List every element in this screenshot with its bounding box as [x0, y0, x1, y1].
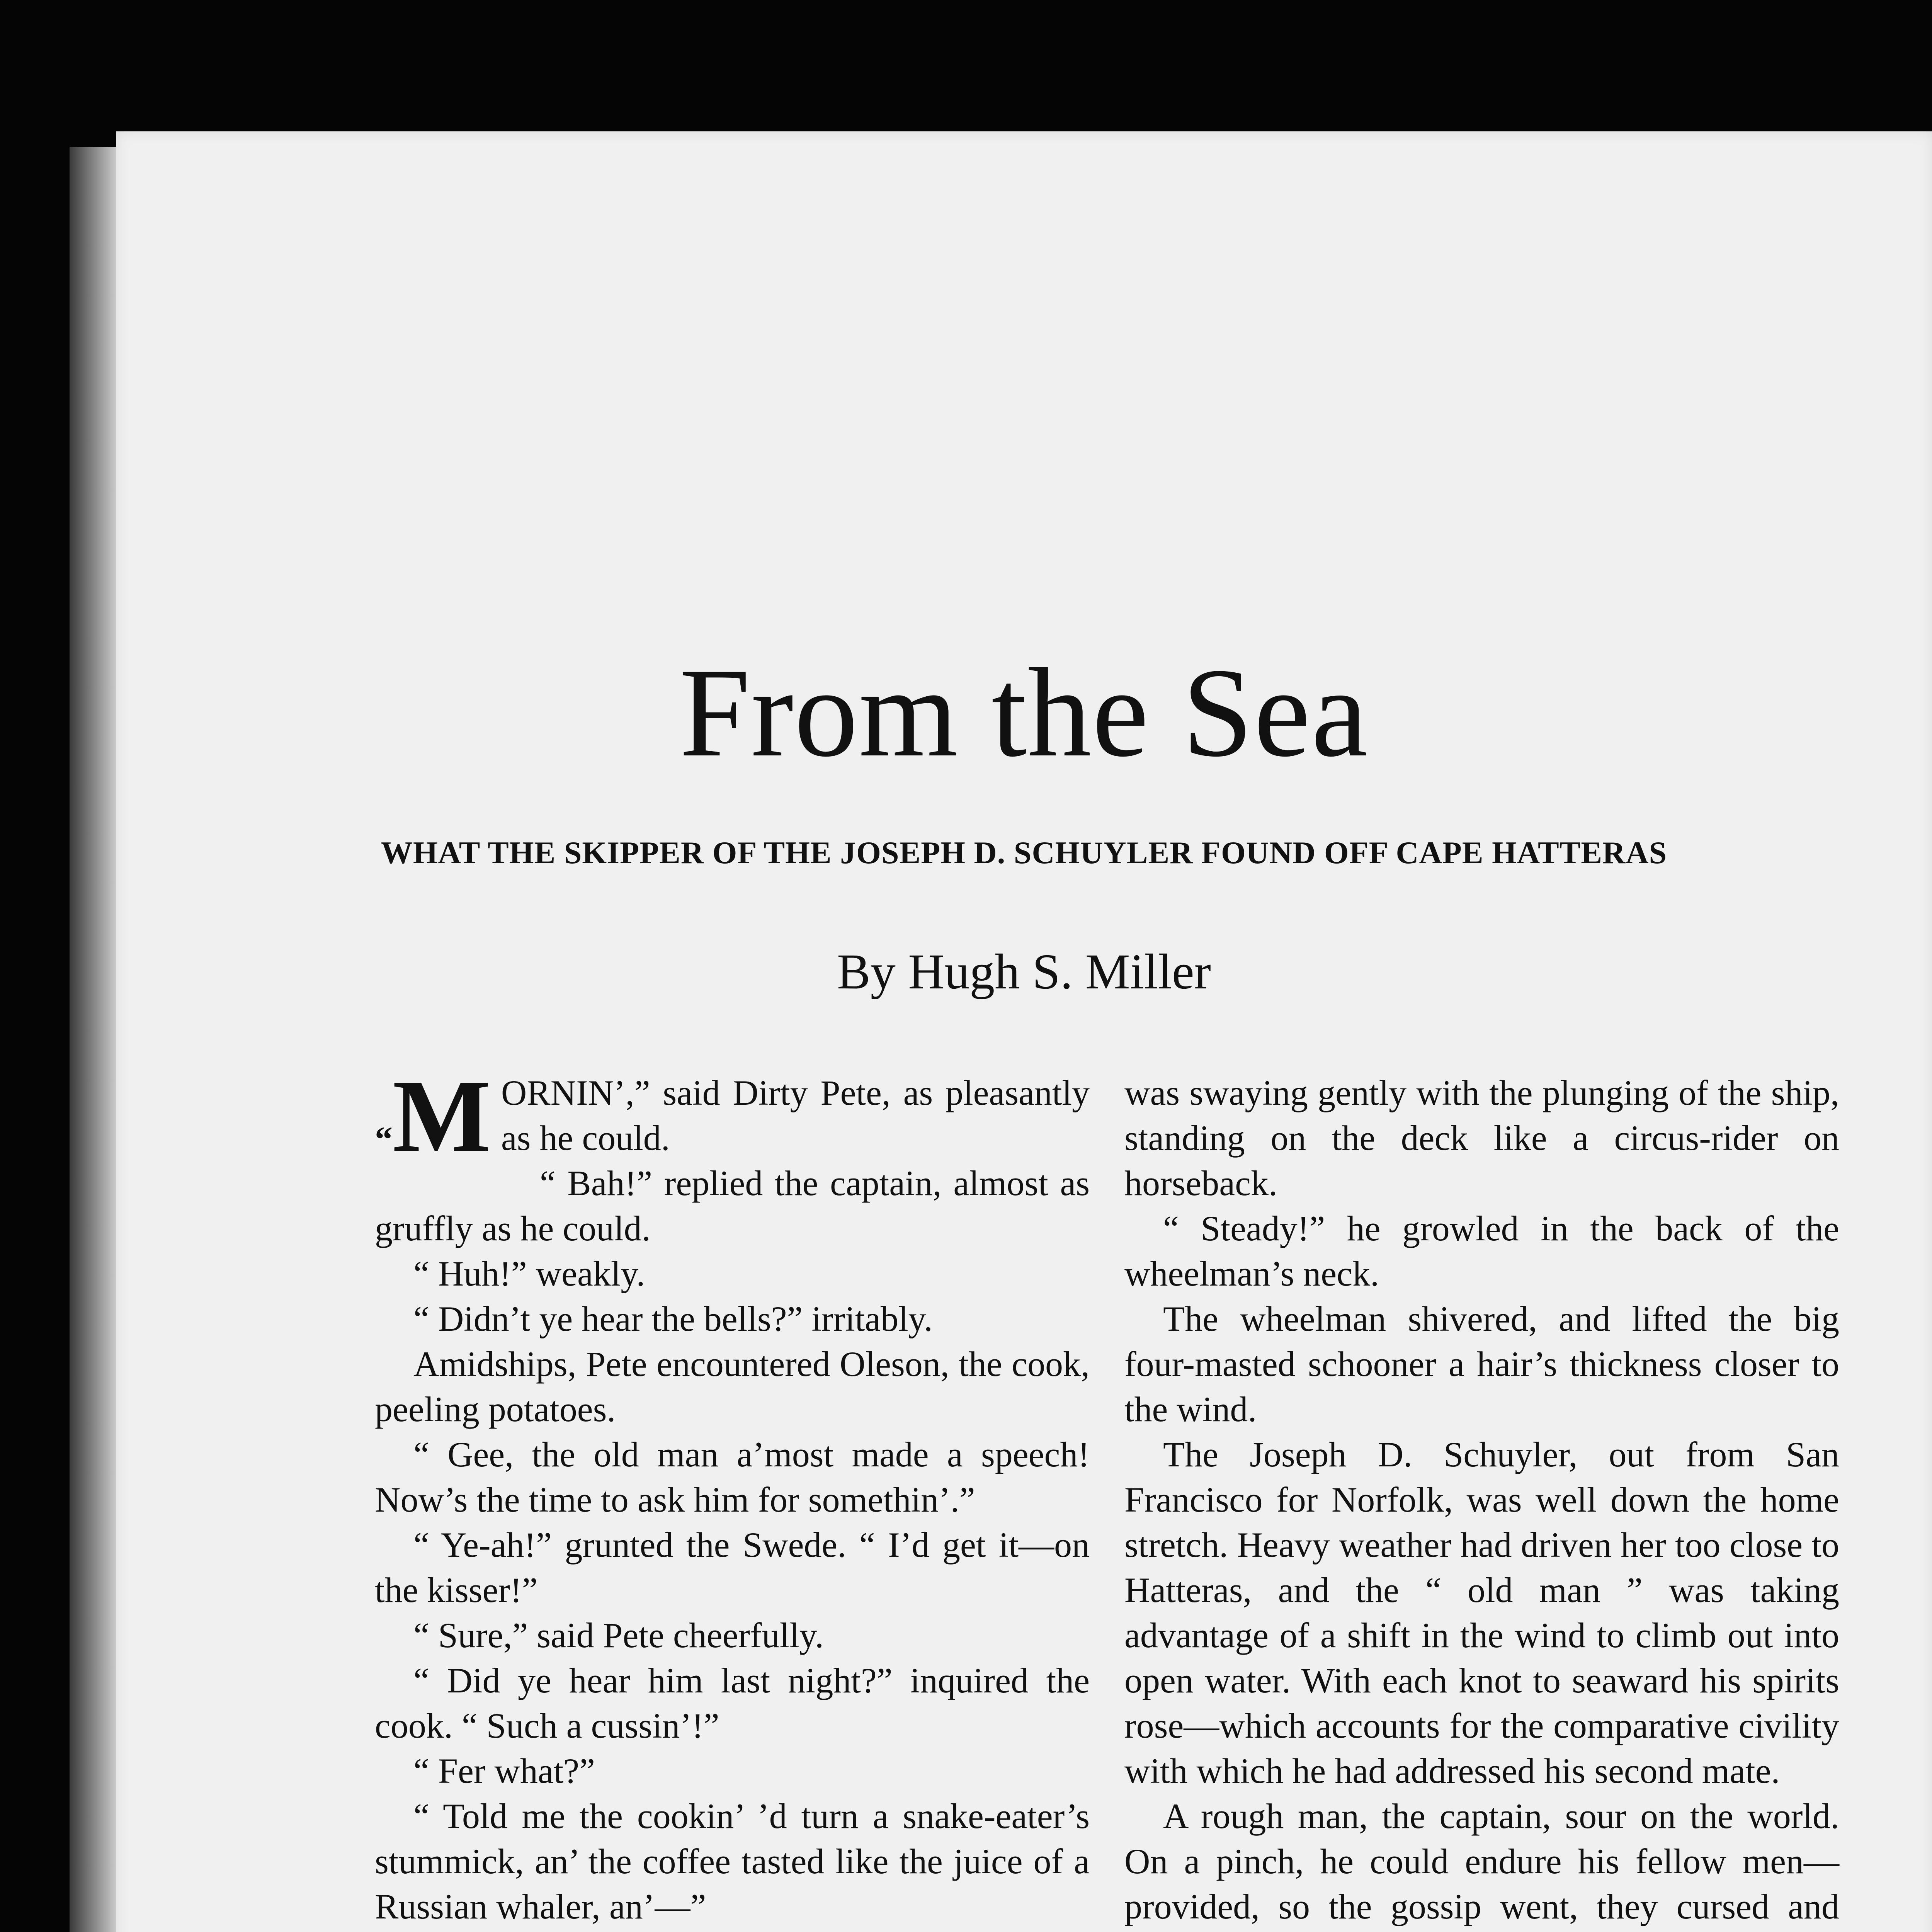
paragraph: The Joseph D. Schuyler, out from San Francisco for Norfolk, was well down the home stretch. Heavy weather had driven her too close to Hatteras, and the “ old man ” was taking advantage of a shift in the wind to climb out into open water. With each knot to seaward his spirits rose—which accounts for the comparative civility with which he had addressed his second mate.: [1124, 1435, 1839, 1791]
paragraph: was swaying gently with the plunging of the ship, standing on the deck like a circus-rider on horseback.: [1124, 1073, 1839, 1203]
paragraph: “M ORNIN’,” said Dirty Pete, as pleasantly as he could.: [375, 1070, 1090, 1161]
article-subtitle: WHAT THE SKIPPER OF THE JOSEPH D. SCHUYLER FOUND OFF CAPE HATTERAS: [381, 835, 1667, 870]
article-title: From the Sea: [679, 642, 1369, 783]
magazine-page: [116, 131, 1932, 1932]
paragraph: [375, 1929, 1090, 1932]
left-column: [375, 1058, 1090, 1932]
paragraph: “ Told me the cookin’ ’d turn a snake-eater’s stummick, an’ the coffee tasted like the juice of a Russian whaler, an’—”: [375, 1796, 1090, 1926]
paragraph: The wheelman shivered, and lifted the big four-masted schooner a hair’s thickness closer to the wind.: [1124, 1299, 1839, 1429]
paragraph: “ Did ye hear him last night?” inquired the cook. “ Such a cussin’!”: [375, 1661, 1090, 1745]
paragraph: A rough man, the captain, sour on the world. On a pinch, he could endure his fellow men—provided, so the gossip went, they cursed and: [1124, 1796, 1839, 1926]
paragraph: Amidships, Pete encountered Oleson, the cook, peeling potatoes.: [375, 1344, 1090, 1429]
paragraph: “ Fer what?”: [413, 1751, 595, 1791]
paragraph: “ Huh!” weakly.: [413, 1254, 645, 1293]
paragraph: “ Gee, the old man a’most made a speech! Now’s the time to ask him for somethin’.”: [375, 1435, 1090, 1519]
drop-cap: “M: [375, 1058, 491, 1174]
article-byline: By Hugh S. Miller: [837, 944, 1211, 1000]
right-column: [1124, 1070, 1839, 1932]
paragraph: “ Didn’t ye hear the bells?” irritably.: [413, 1299, 933, 1338]
paragraph: “ Bah!” replied the captain, almost as gruffly as he could.: [375, 1163, 1090, 1248]
paragraph: “ Sure,” said Pete cheerfully.: [413, 1616, 824, 1655]
paragraph: “ Ye-ah!” grunted the Swede. “ I’d get it—on the kisser!”: [375, 1525, 1090, 1610]
paragraph: “ Steady!” he growled in the back of the wheelman’s neck.: [1124, 1209, 1839, 1293]
